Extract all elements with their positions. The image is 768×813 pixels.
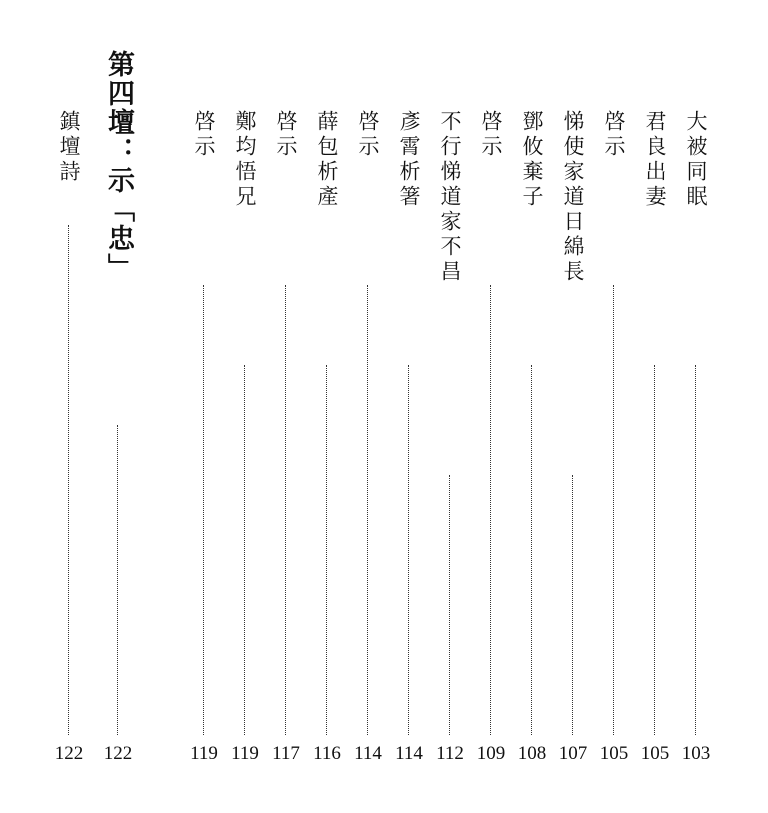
dotted-leader [613, 285, 614, 735]
toc-entry [679, 110, 713, 765]
page-number: 122 [103, 743, 133, 764]
dotted-leader [572, 475, 573, 735]
dotted-leader [326, 365, 327, 735]
toc-entry [433, 110, 467, 765]
page-number: 119 [231, 743, 259, 764]
page-number: 109 [476, 743, 506, 764]
dotted-leader [68, 225, 69, 735]
toc-entry [638, 110, 672, 765]
page-number: 122 [54, 743, 84, 764]
toc-entry [392, 110, 426, 765]
toc-entry [351, 110, 385, 765]
dotted-leader [117, 425, 118, 735]
entry-title: 大被同眠 [684, 110, 708, 210]
entry-title: 薛包析產 [315, 110, 339, 210]
dotted-leader [408, 365, 409, 735]
entry-title: 啓示 [356, 110, 380, 160]
entry-title: 啓示 [479, 110, 503, 160]
entry-title: 啓示 [602, 110, 626, 160]
toc-entry [52, 110, 86, 765]
dotted-leader [203, 285, 204, 735]
dotted-leader [449, 475, 450, 735]
page-number: 108 [517, 743, 547, 764]
entry-title: 啓示 [274, 110, 298, 160]
dotted-leader [695, 365, 696, 735]
toc-entry [515, 110, 549, 765]
page-number: 119 [190, 743, 218, 764]
page-number: 105 [640, 743, 670, 764]
page-number: 114 [395, 743, 423, 764]
dotted-leader [367, 285, 368, 735]
toc-entry [474, 110, 508, 765]
toc-entry [187, 110, 221, 765]
entry-title: 悌使家道日綿長 [561, 110, 585, 285]
toc-entry [597, 110, 631, 765]
dotted-leader [285, 285, 286, 735]
toc-entry [228, 110, 262, 765]
page-number: 105 [599, 743, 629, 764]
toc-entry [310, 110, 344, 765]
entry-title: 不行悌道家不昌 [438, 110, 462, 285]
entry-title: 啓示 [192, 110, 216, 160]
toc-entry [269, 110, 303, 765]
toc-entry [556, 110, 590, 765]
entry-title: 彥霄析箸 [397, 110, 421, 210]
dotted-leader [244, 365, 245, 735]
page-number: 103 [681, 743, 711, 764]
page-number: 112 [436, 743, 464, 764]
page-number: 116 [313, 743, 341, 764]
entry-title: 鎮壇詩 [57, 110, 81, 185]
page-number: 107 [558, 743, 588, 764]
entry-title: 鄧攸棄子 [520, 110, 544, 210]
entry-title: 鄭均悟兄 [233, 110, 257, 210]
dotted-leader [654, 365, 655, 735]
dotted-leader [531, 365, 532, 735]
entry-title: 君良出妻 [643, 110, 667, 210]
page-number: 114 [354, 743, 382, 764]
dotted-leader [490, 285, 491, 735]
chapter-title: 第四壇：示「忠」 [103, 50, 134, 282]
toc-chapter-heading [101, 50, 135, 765]
page-number: 117 [272, 743, 300, 764]
